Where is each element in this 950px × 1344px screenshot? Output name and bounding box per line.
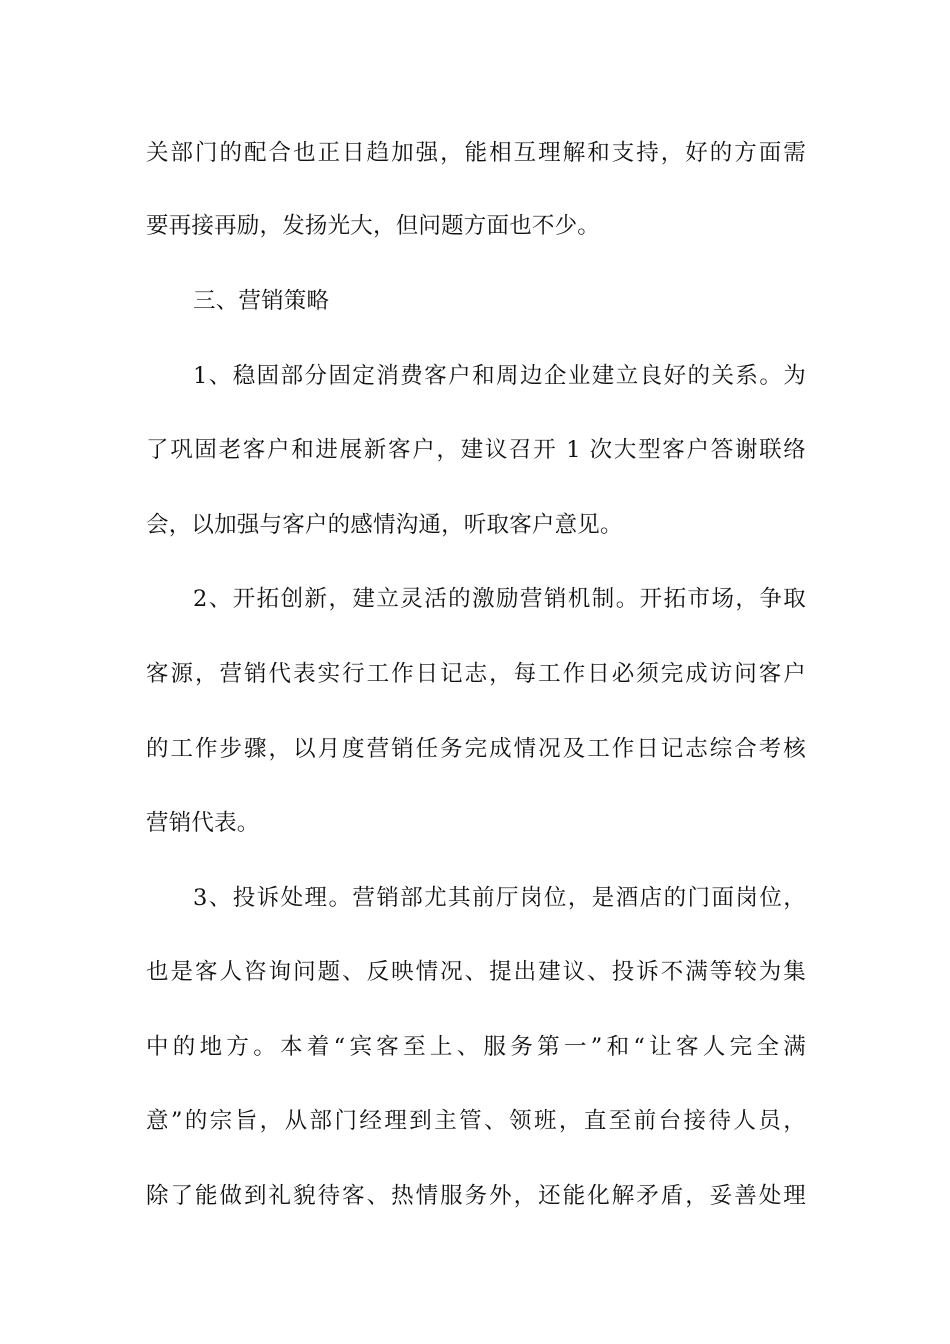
paragraph-line: 营销代表。 bbox=[146, 810, 260, 836]
section-heading: 三、营销策略 bbox=[193, 288, 330, 314]
paragraph-line: 1、稳固部分固定消费客户和周边企业建立良好的关系。为 bbox=[193, 363, 806, 389]
paragraph-line: 2、开拓创新，建立灵活的激励营销机制。开拓市场，争取 bbox=[193, 586, 806, 612]
paragraph-line: 意”的宗旨，从部门经理到主管、领班，直至前台接待人员， bbox=[146, 1108, 806, 1134]
paragraph-line: 要再接再励，发扬光大，但问题方面也不少。 bbox=[146, 213, 601, 239]
paragraph-line: 客源，营销代表实行工作日记志，每工作日必须完成访问客户 bbox=[146, 661, 806, 687]
paragraph-line: 的工作步骤，以月度营销任务完成情况及工作日记志综合考核 bbox=[146, 736, 806, 762]
paragraph-line: 中的地方。本着“宾客至上、服务第一”和“让客人完全满 bbox=[146, 1034, 806, 1060]
paragraph-line: 也是客人咨询问题、反映情况、提出建议、投诉不满等较为集 bbox=[146, 959, 806, 985]
paragraph-line: 除了能做到礼貌待客、热情服务外，还能化解矛盾，妥善处理 bbox=[146, 1183, 806, 1209]
paragraph-line: 3、投诉处理。营销部尤其前厅岗位，是酒店的门面岗位， bbox=[193, 885, 806, 911]
paragraph-line: 关部门的配合也正日趋加强，能相互理解和支持，好的方面需 bbox=[146, 140, 806, 166]
paragraph-line: 了巩固老客户和进展新客户，建议召开 1 次大型客户答谢联络 bbox=[146, 437, 806, 463]
paragraph-line: 会，以加强与客户的感情沟通，听取客户意见。 bbox=[146, 512, 623, 538]
